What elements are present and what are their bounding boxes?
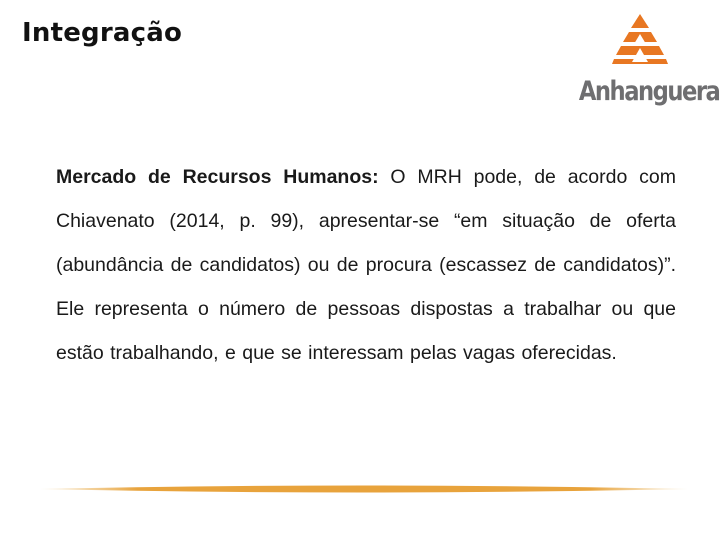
anhanguera-triangle-logo-icon	[612, 14, 668, 72]
paragraph-body: O MRH pode, de acordo com Chiavenato (2014, p. 99), apresentar-se “em situação de oferta (abundância de candidatos) ou de procura (escassez de candidatos)”. Ele representa o número de pessoas dispostas a trabalhar ou que estão trabalhando, e que se interessam pelas vagas oferecidas.	[56, 166, 676, 364]
anhanguera-logo	[568, 14, 720, 114]
logo-wordmark: Anhanguera	[578, 76, 720, 107]
body-paragraph	[56, 155, 676, 375]
footer-divider	[40, 483, 688, 495]
page-title: Integração	[22, 18, 183, 48]
paragraph-lead: Mercado de Recursos Humanos:	[56, 166, 379, 188]
